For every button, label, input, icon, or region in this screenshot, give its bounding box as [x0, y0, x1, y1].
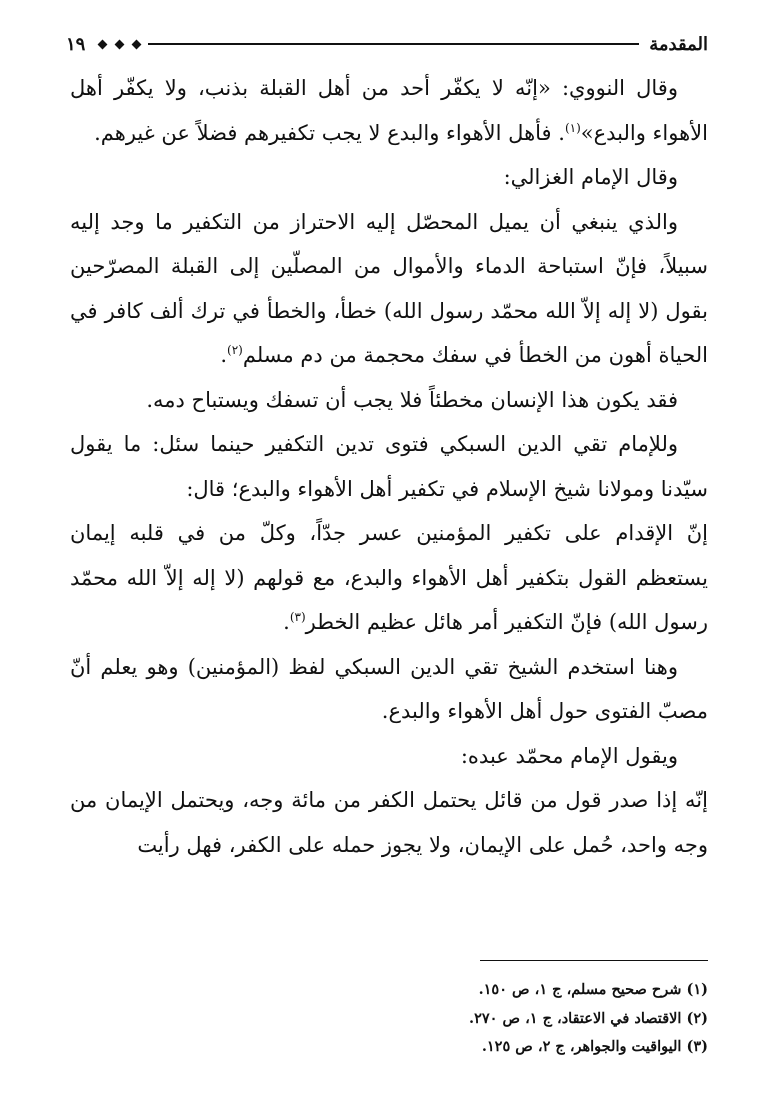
paragraph: إنّه إذا صدر قول من قائل يحتمل الكفر من مائة وجه، ويحتمل الإيمان من وجه واحد، حُمل على الإيمان، ولا يجوز حمله على الكفر، فهل رأيت — [70, 788, 708, 857]
footnote-marker: (٢) — [227, 343, 243, 357]
footnotes — [300, 976, 708, 1062]
footnote-rule — [480, 960, 708, 961]
paragraph: فقد يكون هذا الإنسان مخطئاً فلا يجب أن تسفك ويستباح دمه. — [146, 387, 678, 412]
header-rule — [148, 43, 639, 45]
paragraph: وقال الإمام الغزالي: — [503, 165, 678, 189]
paragraph: وقال النووي: «إنّه لا يكفّر أحد من أهل القبلة بذنب، ولا يكفّر أهل الأهواء والبدع»$^{(١)}$. فأهل الأهواء والبدع لا يجب تكفيرهم فضلاً عن غيرهم. — [70, 76, 708, 145]
main-text — [70, 66, 708, 867]
paragraph: وللإمام تقي الدين السبكي فتوى تدين التكفير حينما سئل: ما يقول سيّدنا ومولانا شيخ الإسلام في تكفير أهل الأهواء والبدع؛ قال: — [70, 432, 708, 501]
footnote: (٣) اليواقيت والجواهر، ج ٢، ص ١٢٥. — [481, 1038, 708, 1055]
paragraph: ويقول الإمام محمّد عبده: — [460, 743, 678, 768]
footnote: (١) شرح صحيح مسلم، ج ١، ص ١٥٠. — [478, 981, 708, 998]
footnote-marker: (٣) — [289, 610, 306, 624]
running-header — [66, 30, 708, 58]
paragraph: إنّ الإقدام على تكفير المؤمنين عسر جدّاً، وكلّ من في قلبه إيمان يستعظم القول بتكفير أهل الأهواء والبدع، مع قولهم (لا إله إلاّ الله محمّد رسول الله) فإنّ التكفير أمر هائل عظيم الخطر$^{(٣)}$. — [70, 521, 708, 634]
footnote-marker: (١) — [564, 120, 581, 135]
paragraph: والذي ينبغي أن يميل المحصّل إليه الاحتراز من التكفير ما وجد إليه سبيلاً، فإنّ استباحة الدماء والأموال من المصلّين إلى القبلة المصرّحين بقول (لا إله إلاّ الله محمّد رسول الله) خطأ، والخطأ في ترك ألف كافر في الحياة أهون من الخطأ في سفك محجمة من دم مسلم$^{(٢)}$. — [70, 209, 708, 367]
footnote: (٢) الاقتصاد في الاعتقاد، ج ١، ص ٢٧٠. — [469, 1009, 708, 1027]
page-number: ١٩ — [66, 33, 86, 55]
chapter-title: المقدمة — [649, 33, 708, 55]
paragraph: وهنا استخدم الشيخ تقي الدين السبكي لفظ (المؤمنين) وهو يعلم أنّ مصبّ الفتوى حول أهل الأهواء والبدع. — [70, 654, 708, 723]
diamond-ornament-icon — [91, 41, 148, 48]
